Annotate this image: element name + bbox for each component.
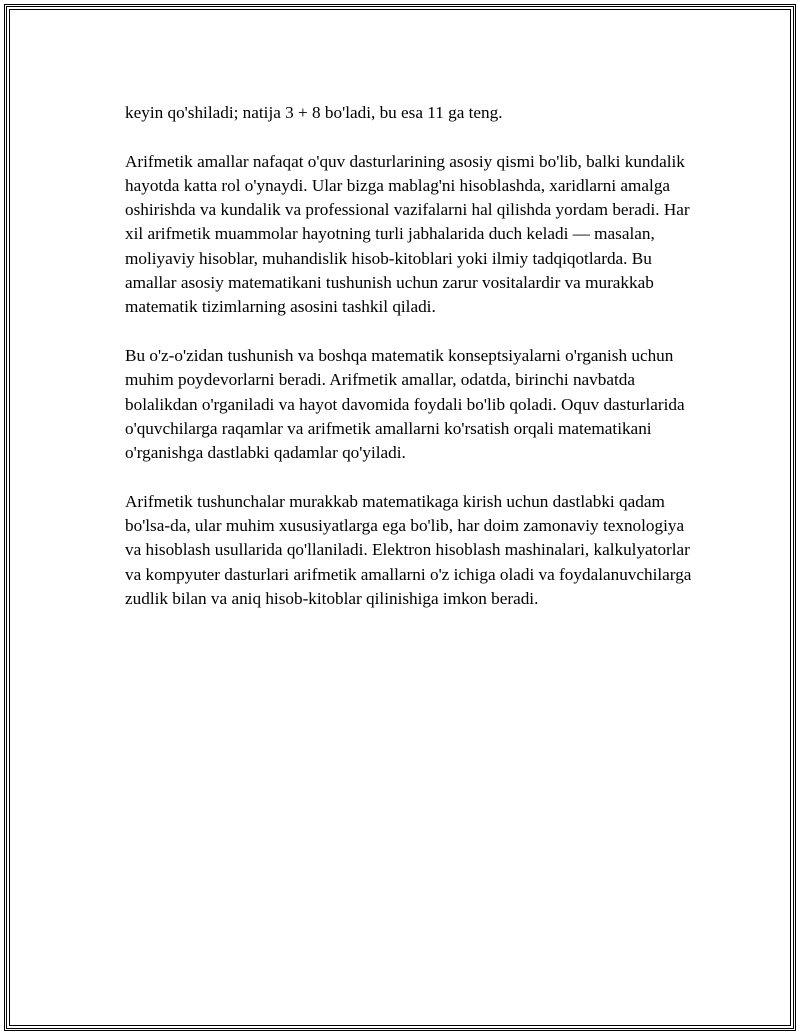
paragraph-everyday-role: Arifmetik amallar nafaqat o'quv dasturlarining asosiy qismi bo'lib, balki kundalik hayotda katta rol o'ynaydi. Ular bizga mablag'ni hisoblashda, xaridlarni amalga oshirishda va kundalik va professional vazifalarni hal qilishda yordam beradi. Har xil arifmetik muammolar hayotning turli jabhalarida duch keladi — masalan, moliyaviy hisoblar, muhandislik hisob-kitoblari yoki ilmiy tadqiqotlarda. Bu amallar asosiy matematikani tushunish uchun zarur vositalardir va murakkab matematik tizimlarning asosini tashkil qiladi.: [125, 151, 690, 317]
document-body: [125, 101, 695, 636]
page-border: [4, 4, 796, 1031]
paragraph-foundations: Bu o'z-o'zidan tushunish va boshqa matematik konseptsiyalarni o'rganish uchun muhim poydevorlarni beradi. Arifmetik amallar, odatda, birinchi navbatda bolalikdan o'rganiladi va hayot davomida foydali bo'lib qoladi. Oquv dasturlarida o'quvchilarga raqamlar va arifmetik amallarni ko'rsatish orqali matematikani o'rganishga dastlabki qadamlar qo'yiladi.: [125, 345, 685, 463]
paragraph-technology: Arifmetik tushunchalar murakkab matematikaga kirish uchun dastlabki qadam bo'lsa-da, ular muhim xususiyatlarga ega bo'lib, har doim zamonaviy texnologiya va hisoblash usullarida qo'llaniladi. Elektron hisoblash mashinalari, kalkulyatorlar va kompyuter dasturlari arifmetik amallarni o'z ichiga oladi va foydalanuvchilarga zudlik bilan va aniq hisob-kitoblar qilinishiga imkon beradi.: [125, 491, 692, 608]
paragraph-continuation: keyin qo'shiladi; natija 3 + 8 bo'ladi, bu esa 11 ga teng.: [125, 103, 503, 122]
